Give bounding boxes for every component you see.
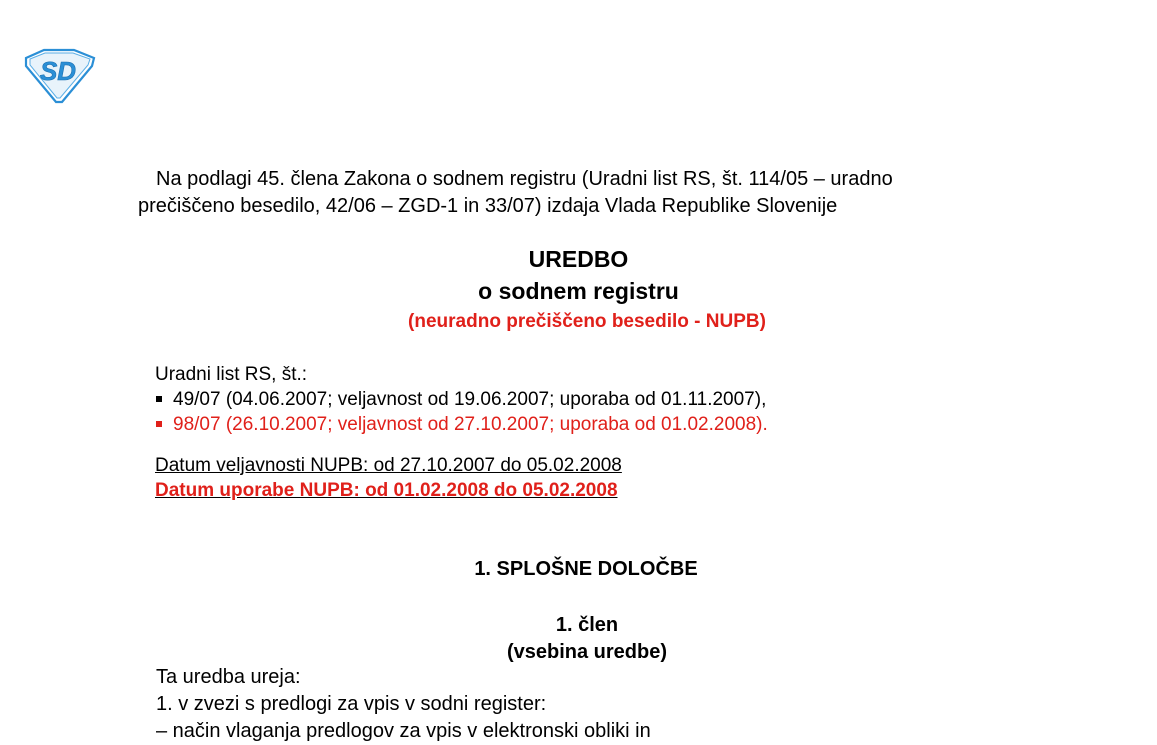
intro-line-1: Na podlagi 45. člena Zakona o sodnem registru (Uradni list RS, št. 114/05 – uradno: [156, 168, 893, 190]
gazette-label: Uradni list RS, št.:: [155, 364, 308, 385]
logo-letters: SD: [39, 56, 77, 86]
article-body: [156, 664, 651, 745]
intro-paragraph: [138, 166, 1058, 220]
validity-block: [155, 453, 622, 503]
article-number: 1. člen: [555, 614, 619, 636]
body-line: – način vlaganja predlogov za vpis v elektronski obliki in: [156, 720, 651, 742]
body-line: 1. v zvezi s predlogi za vpis v sodni register:: [156, 693, 547, 715]
gazette-list: [155, 362, 768, 437]
document-title: UREDBO: [528, 246, 629, 272]
validity-date: Datum veljavnosti NUPB: od 27.10.2007 do 05.02.2008: [155, 455, 622, 476]
gazette-item: 98/07 (26.10.2007; veljavnost od 27.10.2007; uporaba od 01.02.2008).: [155, 412, 768, 437]
article-heading: [0, 612, 1157, 666]
gazette-item: 49/07 (04.06.2007; veljavnost od 19.06.2007; uporaba od 01.11.2007),: [155, 387, 768, 412]
sd-logo-icon: [22, 48, 96, 104]
usage-date: Datum uporabe NUPB: od 01.02.2008 do 05.02.2008: [155, 480, 618, 501]
document-subject: o sodnem registru: [478, 278, 679, 304]
intro-line-2: prečiščeno besedilo, 42/06 – ZGD-1 in 33/07) izdaja Vlada Republike Slovenije: [138, 195, 838, 217]
section-heading: 1. SPLOŠNE DOLOČBE: [474, 558, 698, 580]
article-title: (vsebina uredbe): [506, 641, 668, 663]
document-subtitle: (neuradno prečiščeno besedilo - NUPB): [408, 311, 766, 332]
body-line: Ta uredba ureja:: [156, 666, 301, 688]
